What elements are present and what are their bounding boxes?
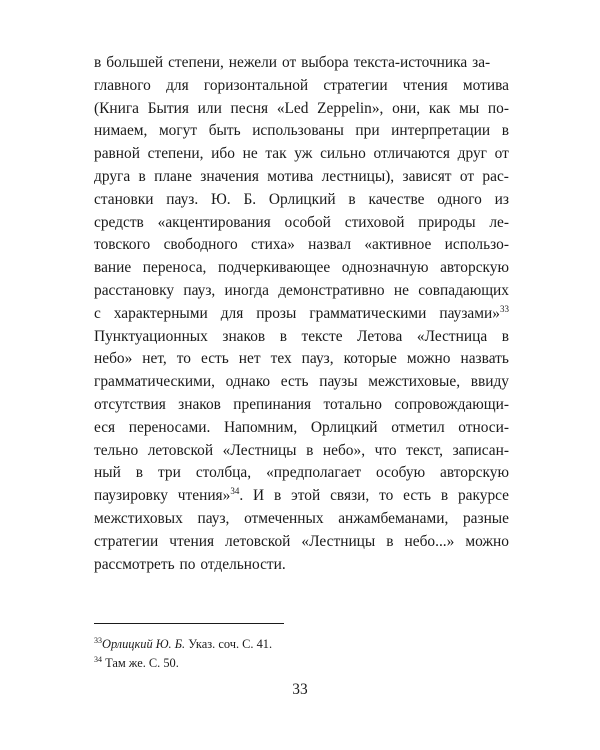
word: «акцентирования (157, 213, 271, 231)
word: в (440, 487, 449, 505)
footnote-author: Орлицкий Ю. Б. (102, 637, 186, 651)
footnote-text: Там же. С. 50. (102, 656, 179, 670)
word: нежели (228, 54, 278, 71)
text-line (94, 508, 509, 531)
word: летовской (225, 532, 291, 550)
text-line (94, 189, 509, 212)
word: подчеркивающее (217, 259, 331, 277)
word: тотально (323, 395, 382, 413)
word: Б. (243, 190, 257, 208)
word: становки (94, 190, 154, 208)
word: переносами. (128, 418, 211, 436)
word: этой (291, 487, 321, 505)
page-number: 33 (292, 681, 308, 698)
word: свободного (163, 236, 238, 254)
word: чтения»$^{34}$. (177, 486, 244, 505)
word: относи- (458, 418, 509, 436)
word: пауз, (301, 350, 334, 368)
text-line (94, 417, 509, 440)
word: прозы (256, 304, 297, 322)
word: степени, (147, 145, 204, 163)
word: плане (154, 167, 192, 185)
word: грамматическими (309, 304, 427, 322)
text-line (94, 98, 509, 121)
word: «Лестницы (222, 441, 297, 459)
word: «Led (276, 99, 309, 117)
text-line (94, 303, 509, 326)
text-line (94, 52, 509, 75)
word: (Книга (94, 99, 140, 117)
word: паузами»$^{33}$ (439, 303, 509, 322)
text-line (94, 75, 509, 98)
word: одного (437, 190, 482, 208)
word: небо» (94, 350, 133, 368)
word: однозначную (341, 259, 429, 277)
word: большей (106, 54, 164, 71)
word: «Лестницы (301, 532, 376, 550)
word: ный (94, 464, 121, 482)
word: из (494, 190, 509, 208)
word: межстиховые, (368, 373, 461, 391)
word: «предполагает (266, 464, 362, 482)
word: выбора (301, 54, 349, 71)
word: могут (158, 122, 198, 140)
text-line (94, 234, 509, 257)
text-line (94, 371, 509, 394)
word: «Лестница (416, 327, 488, 345)
word: то (176, 350, 191, 368)
word: как (428, 99, 451, 117)
word: песня (230, 99, 269, 117)
word: есть (201, 350, 229, 368)
footnote-number: 34 (94, 654, 102, 664)
word: стратегии (323, 76, 388, 94)
word: по- (487, 99, 509, 117)
word: назвал (308, 236, 352, 254)
word: что (374, 441, 397, 459)
word: средств (94, 213, 144, 231)
word: тех (270, 350, 292, 368)
footnote-number: 33 (94, 635, 102, 645)
word: отметил (391, 418, 445, 436)
word: «активное (364, 236, 432, 254)
word: в (348, 190, 356, 208)
word: для (220, 304, 244, 322)
word: анжамбеманами, (338, 509, 449, 527)
word: по (179, 555, 196, 573)
word: от (281, 54, 297, 71)
word: лестницы), (321, 167, 395, 185)
word: паузы (319, 373, 358, 391)
footnote-ref-34[interactable]: 34 (230, 486, 240, 497)
word: можно (406, 350, 451, 368)
word: в (274, 487, 282, 505)
word: равной (94, 145, 140, 163)
word: степени, (168, 54, 224, 71)
word: Zeppelin», (317, 99, 384, 117)
word: рассмотреть (94, 555, 175, 573)
word: межстиховых (94, 509, 183, 527)
word: в (135, 464, 144, 482)
word: товского (94, 236, 151, 254)
word: не (242, 145, 258, 163)
body-text (94, 52, 509, 576)
word: отличаются (373, 145, 450, 163)
text-line (94, 485, 509, 508)
word: три (158, 464, 181, 482)
text-line (94, 257, 509, 280)
word: при (355, 122, 380, 140)
word: чтения (402, 76, 448, 94)
word: за- (472, 54, 491, 71)
word: мы (459, 99, 480, 117)
word: текста-источника (353, 54, 468, 71)
word: значения (200, 167, 259, 185)
word: сопровождающи- (394, 395, 509, 413)
word: они, (392, 99, 421, 117)
word: Пунктуационных (94, 327, 208, 345)
word: паузировку (94, 487, 168, 505)
word: рас- (482, 167, 509, 185)
word: то (379, 487, 394, 505)
word: чтения (169, 532, 215, 550)
word: для (166, 76, 189, 94)
word: однако (225, 373, 271, 391)
word: Напомним, (224, 418, 298, 436)
word: ввиду (470, 373, 509, 391)
text-line (94, 440, 509, 463)
text-line (94, 348, 509, 371)
word: ле- (489, 213, 509, 231)
word: уж (294, 145, 313, 163)
word: в (138, 167, 146, 185)
word: друга (94, 167, 131, 185)
footnote-ref-33[interactable]: 33 (499, 303, 509, 314)
word: так (265, 145, 287, 163)
word: в (306, 441, 314, 459)
text-line (94, 554, 509, 577)
word: с (94, 304, 101, 322)
word: столбца, (195, 464, 252, 482)
word: характерными (113, 304, 208, 322)
word: не (393, 281, 409, 299)
word: текст, (406, 441, 444, 459)
word: зависят (402, 167, 452, 185)
word: тексте (301, 327, 343, 345)
word: которые (343, 350, 397, 368)
word: отдельности. (200, 555, 286, 573)
word: особой (284, 213, 331, 231)
word: переноса, (142, 259, 207, 277)
text-line (94, 166, 509, 189)
word: друг (457, 145, 487, 163)
footnotes (94, 635, 509, 673)
word: в (386, 532, 394, 550)
word: стиховой (344, 213, 405, 231)
word: горизонтальной (203, 76, 309, 94)
word: знаков (178, 395, 221, 413)
word: от (494, 145, 509, 163)
word: знаков (222, 327, 266, 345)
word: отсутствия (94, 395, 166, 413)
word: Летова (357, 327, 403, 345)
word: небо», (322, 441, 366, 459)
word: расстановку (94, 281, 175, 299)
word: использо- (444, 236, 509, 254)
footnote-33 (94, 635, 509, 654)
word: Орлицкий (268, 190, 336, 208)
word: нимаем, (94, 122, 148, 140)
word: мотива (267, 167, 314, 185)
word: в (501, 327, 509, 345)
word: мотива (462, 76, 509, 94)
text-line (94, 280, 509, 303)
text-line (94, 212, 509, 235)
word: грамматическими, (94, 373, 215, 391)
word: интерпретации (391, 122, 491, 140)
word: сильно (320, 145, 366, 163)
word: есть (280, 373, 309, 391)
word: пауз, (197, 509, 230, 527)
word: ибо (211, 145, 235, 163)
word: летовской (147, 441, 214, 459)
word: качестве (368, 190, 425, 208)
text-line (94, 394, 509, 417)
word: стиха» (251, 236, 295, 254)
word: демонстративно (278, 281, 385, 299)
word: есть (403, 487, 431, 505)
footnote-34 (94, 654, 509, 673)
word: иногда (224, 281, 269, 299)
word: в (94, 54, 102, 71)
word: ракурсе (457, 487, 509, 505)
word: нет, (142, 350, 167, 368)
word: тельно (94, 441, 139, 459)
footnote-separator (94, 623, 284, 624)
text-line (94, 143, 509, 166)
word: еся (94, 418, 116, 436)
word: Ю. (210, 190, 231, 208)
text-line (94, 462, 509, 485)
word: в (279, 327, 287, 345)
word: препинания (233, 395, 312, 413)
word: назвать (460, 350, 509, 368)
word: пауз. (166, 190, 199, 208)
word: И (253, 487, 265, 505)
word: пауз, (183, 281, 216, 299)
word: Бытия (147, 99, 189, 117)
word: авторскую (440, 464, 509, 482)
footnote-text: Указ. соч. С. 41. (185, 637, 273, 651)
word: стратегии (94, 532, 159, 550)
text-line (94, 120, 509, 143)
word: или (197, 99, 222, 117)
text-line (94, 326, 509, 349)
word: вание (94, 259, 132, 277)
word: записан- (452, 441, 509, 459)
word: природы (418, 213, 476, 231)
word: особую (376, 464, 426, 482)
word: можно (465, 532, 509, 550)
text-line (94, 531, 509, 554)
word: Орлицкий (310, 418, 378, 436)
word: в (501, 122, 509, 140)
word: совпадающих (418, 281, 509, 299)
word: разные (462, 509, 509, 527)
word: нет (238, 350, 261, 368)
word: главного (94, 76, 151, 94)
word: использованы (252, 122, 344, 140)
word: авторскую (440, 259, 509, 277)
word: от (459, 167, 475, 185)
word: связи, (330, 487, 370, 505)
word: отмеченных (244, 509, 324, 527)
word: небо...» (404, 532, 455, 550)
word: быть (208, 122, 241, 140)
